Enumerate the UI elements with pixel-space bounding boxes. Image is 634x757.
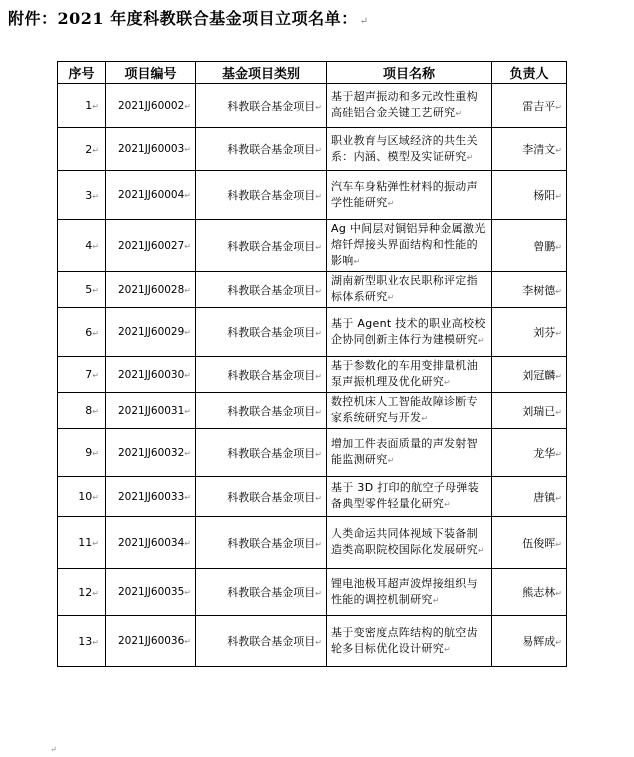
paragraph-mark-icon: ↵ — [353, 257, 361, 266]
table-row — [58, 429, 567, 477]
paragraph-mark-icon: ↵ — [92, 493, 99, 502]
cell-code-text: 2021JJ60036 — [117, 635, 185, 647]
cell-person-text: 刘瑞已 — [522, 404, 556, 418]
cell-category — [196, 569, 327, 616]
paragraph-mark-icon: ↵ — [315, 539, 322, 549]
paragraph-mark-icon: ↵ — [555, 407, 562, 417]
cell-person — [492, 272, 567, 308]
paragraph-mark-icon: ↵ — [315, 146, 322, 155]
cell-project-name-text: 基于 Agent 技术的职业高校校企协同创新主体行为建模研究 — [331, 316, 486, 346]
paragraph-mark-icon: ↵ — [92, 191, 99, 201]
cell-index — [58, 308, 106, 357]
table-row — [58, 128, 567, 171]
table-row — [58, 517, 567, 569]
cell-code — [106, 393, 196, 429]
cell-code — [106, 429, 196, 477]
cell-project-name-text: 基于超声振动和多元改性重构高硅铝合金关键工艺研究 — [331, 90, 478, 119]
table-row — [58, 220, 567, 272]
cell-category — [196, 393, 327, 429]
cell-project-name-text: 基于参数化的车用变排量机油泵声振机理及优化研究 — [331, 359, 478, 388]
paragraph-mark-icon: ↵ — [315, 329, 322, 338]
cell-person — [492, 477, 567, 517]
cell-code-text: 2021JJ60030 — [117, 368, 185, 381]
table-body — [58, 84, 567, 667]
cell-person-text: 唐镇 — [533, 490, 556, 504]
header-category: 基金项目类别 — [196, 62, 327, 84]
paragraph-mark-icon: ↵ — [477, 546, 485, 555]
paragraph-mark-icon: ↵ — [387, 293, 395, 302]
paragraph-mark-icon: ↵ — [92, 407, 99, 416]
cell-person — [492, 84, 567, 128]
cell-index-text: 6 — [85, 325, 93, 339]
paragraph-mark-icon: ↵ — [92, 588, 99, 598]
cell-person — [492, 429, 567, 477]
cell-project-name-text: 基于变密度点阵结构的航空齿轮多目标优化设计研究 — [331, 625, 478, 655]
cell-index-text: 9 — [85, 446, 93, 459]
cell-person — [492, 616, 567, 667]
table-row — [58, 569, 567, 616]
table-row — [58, 272, 567, 308]
document-title — [8, 6, 369, 29]
cell-person-text: 熊志林 — [522, 586, 556, 599]
cell-category-text: 科教联合基金项目 — [227, 446, 316, 460]
paragraph-mark-icon: ↵ — [184, 406, 191, 416]
cell-person-text: 杨阳 — [533, 189, 556, 202]
paragraph-mark-icon: ↵ — [184, 191, 191, 200]
cell-person-text: 刘芬 — [533, 326, 556, 339]
cell-project-name-text: 人类命运共同体视域下装备制造类高职院校国际化发展研究 — [331, 527, 478, 556]
cell-project-name-text: Ag 中间层对铜铝异种金属激光熔钎焊接头界面结构和性能的影响 — [331, 222, 486, 267]
cell-person — [492, 517, 567, 569]
paragraph-mark-icon: ↵ — [184, 370, 191, 380]
paragraph-mark-icon: ↵ — [184, 588, 191, 597]
cell-person-text: 李树德 — [522, 283, 556, 297]
cell-code — [106, 517, 196, 569]
cell-project-name — [327, 272, 492, 308]
paragraph-mark-icon: ↵ — [466, 152, 474, 162]
paragraph-mark-icon: ↵ — [315, 493, 322, 503]
cell-project-name — [327, 429, 492, 477]
paragraph-mark-icon: ↵ — [92, 328, 99, 338]
cell-category — [196, 477, 327, 517]
cell-index-text: 10 — [78, 490, 93, 503]
cell-category-text: 科教联合基金项目 — [227, 635, 316, 648]
cell-code-text: 2021JJ60002 — [117, 99, 185, 112]
cell-code — [106, 84, 196, 128]
paragraph-mark-icon: ↵ — [184, 285, 191, 295]
paragraph-mark-icon: ↵ — [92, 242, 99, 251]
paragraph-mark-icon: ↵ — [92, 637, 99, 647]
cell-index — [58, 393, 106, 429]
cell-index — [58, 517, 106, 569]
paragraph-mark-icon: ↵ — [432, 595, 440, 605]
paragraph-mark-icon: ↵ — [184, 637, 191, 646]
cell-code-text: 2021JJ60028 — [117, 283, 185, 296]
project-list-table — [57, 61, 567, 667]
paragraph-mark-icon: ↵ — [444, 378, 452, 387]
cell-category-text: 科教联合基金项目 — [227, 368, 316, 382]
paragraph-mark-icon: ↵ — [555, 146, 562, 155]
cell-index-text: 1 — [85, 99, 93, 112]
cell-index-text: 4 — [85, 239, 93, 252]
paragraph-mark-icon: ↵ — [92, 286, 99, 295]
cell-project-name — [327, 569, 492, 616]
table-row — [58, 84, 567, 128]
paragraph-mark-icon: ↵ — [555, 329, 562, 338]
cell-category-text: 科教联合基金项目 — [227, 490, 316, 504]
cell-code — [106, 616, 196, 667]
cell-code-text: 2021JJ60031 — [117, 404, 185, 417]
paragraph-mark-icon: ↵ — [315, 589, 322, 598]
cell-code-text: 2021JJ60032 — [117, 446, 185, 459]
cell-person — [492, 171, 567, 220]
paragraph-mark-icon: ↵ — [555, 449, 562, 459]
cell-code-text: 2021JJ60034 — [117, 536, 185, 549]
cell-project-name-text: 汽车车身粘弹性材料的振动声学性能研究 — [331, 179, 478, 209]
paragraph-mark-icon: ↵ — [315, 407, 322, 417]
paragraph-mark-icon: ↵ — [555, 638, 562, 647]
paragraph-mark-icon: ↵ — [477, 335, 485, 345]
cell-category-text: 科教联合基金项目 — [227, 189, 316, 202]
paragraph-mark-icon: ↵ — [315, 102, 322, 112]
paragraph-mark-icon: ↵ — [92, 371, 99, 380]
cell-person-text: 刘冠麟 — [522, 368, 556, 382]
cell-person-text: 易辉成 — [522, 635, 556, 648]
cell-person — [492, 308, 567, 357]
cell-project-name — [327, 220, 492, 272]
cell-project-name-text: 湖南新型职业农民职称评定指标体系研究 — [331, 274, 478, 303]
cell-index-text: 2 — [85, 142, 93, 156]
cell-code — [106, 171, 196, 220]
header-index: 序号 — [58, 62, 106, 84]
cell-code — [106, 569, 196, 616]
cell-index-text: 12 — [78, 585, 93, 599]
cell-index-text: 3 — [85, 188, 93, 202]
cell-category-text: 科教联合基金项目 — [227, 536, 316, 550]
cell-category — [196, 272, 327, 308]
cell-index — [58, 569, 106, 616]
cell-category — [196, 84, 327, 128]
paragraph-mark-icon: ↵ — [387, 198, 395, 208]
cell-project-name-text: 增加工件表面质量的声发射智能监测研究 — [331, 437, 478, 466]
cell-person — [492, 128, 567, 171]
cell-code — [106, 220, 196, 272]
paragraph-mark-icon: ↵ — [315, 371, 322, 381]
header-person: 负责人 — [492, 62, 567, 84]
cell-category — [196, 308, 327, 357]
paragraph-mark-icon: ↵ — [555, 242, 562, 252]
paragraph-mark-icon: ↵ — [184, 448, 191, 458]
cell-code — [106, 128, 196, 171]
cell-project-name — [327, 477, 492, 517]
cell-index — [58, 128, 106, 171]
cell-project-name — [327, 616, 492, 667]
cell-category — [196, 171, 327, 220]
cell-index-text: 5 — [85, 283, 93, 296]
cell-project-name — [327, 84, 492, 128]
cell-project-name — [327, 517, 492, 569]
table-row — [58, 357, 567, 393]
cell-code — [106, 308, 196, 357]
cell-code-text: 2021JJ60029 — [117, 326, 185, 338]
table-row — [58, 477, 567, 517]
paragraph-mark-icon: ↵ — [184, 145, 191, 154]
cell-project-name — [327, 308, 492, 357]
paragraph-mark-icon: ↵ — [555, 493, 562, 503]
paragraph-mark-icon: ↵ — [184, 328, 191, 337]
paragraph-mark-icon: ↵ — [455, 109, 463, 118]
cell-category-text: 科教联合基金项目 — [227, 326, 316, 339]
table-row — [58, 616, 567, 667]
cell-project-name-text: 锂电池极耳超声波焊接组织与性能的调控机制研究 — [331, 576, 478, 606]
cell-index — [58, 220, 106, 272]
cell-category — [196, 517, 327, 569]
cell-code-text: 2021JJ60035 — [117, 586, 185, 598]
cell-category — [196, 220, 327, 272]
table-row — [58, 393, 567, 429]
cell-index — [58, 84, 106, 128]
end-paragraph-mark-icon: ↵ — [50, 745, 57, 754]
cell-code — [106, 477, 196, 517]
paragraph-mark-icon: ↵ — [359, 16, 369, 27]
paragraph-mark-icon: ↵ — [444, 644, 452, 654]
cell-category — [196, 429, 327, 477]
cell-project-name-text: 基于 3D 打印的航空子母弹装备典型零件轻量化研究 — [331, 481, 479, 510]
paragraph-mark-icon: ↵ — [92, 539, 99, 548]
header-code: 项目编号 — [106, 62, 196, 84]
cell-index-text: 8 — [85, 404, 93, 417]
cell-person — [492, 393, 567, 429]
paragraph-mark-icon: ↵ — [315, 242, 322, 252]
cell-category — [196, 616, 327, 667]
paragraph-mark-icon: ↵ — [421, 414, 429, 423]
cell-person-text: 雷吉平 — [522, 99, 556, 113]
table-row — [58, 171, 567, 220]
cell-code-text: 2021JJ60033 — [117, 490, 185, 503]
paragraph-mark-icon: ↵ — [444, 500, 452, 509]
cell-index — [58, 171, 106, 220]
table-header-row — [58, 62, 567, 84]
table-row — [58, 308, 567, 357]
cell-category-text: 科教联合基金项目 — [227, 586, 316, 599]
paragraph-mark-icon: ↵ — [315, 286, 322, 296]
cell-category-text: 科教联合基金项目 — [227, 283, 316, 297]
cell-code-text: 2021JJ60027 — [117, 239, 185, 252]
header-name: 项目名称 — [327, 62, 492, 84]
cell-project-name — [327, 128, 492, 171]
cell-category-text: 科教联合基金项目 — [227, 404, 316, 418]
paragraph-mark-icon: ↵ — [184, 241, 191, 251]
paragraph-mark-icon: ↵ — [555, 102, 562, 112]
title-text: 附件：2021 年度科教联合基金项目立项名单： — [8, 9, 358, 28]
cell-index-text: 7 — [85, 368, 93, 381]
cell-code — [106, 272, 196, 308]
cell-person-text: 曾鹏 — [533, 239, 556, 253]
paragraph-mark-icon: ↵ — [315, 638, 322, 647]
cell-code-text: 2021JJ60003 — [117, 143, 185, 155]
cell-project-name — [327, 393, 492, 429]
paragraph-mark-icon: ↵ — [92, 145, 99, 155]
cell-person-text: 龙华 — [533, 446, 556, 460]
cell-index — [58, 272, 106, 308]
paragraph-mark-icon: ↵ — [555, 192, 562, 201]
cell-person — [492, 569, 567, 616]
paragraph-mark-icon: ↵ — [387, 456, 395, 465]
paragraph-mark-icon: ↵ — [92, 449, 99, 458]
paragraph-mark-icon: ↵ — [555, 371, 562, 381]
cell-project-name — [327, 171, 492, 220]
paragraph-mark-icon: ↵ — [555, 286, 562, 296]
cell-category — [196, 357, 327, 393]
paragraph-mark-icon: ↵ — [555, 539, 562, 549]
paragraph-mark-icon: ↵ — [315, 449, 322, 459]
cell-index-text: 11 — [78, 536, 93, 549]
paragraph-mark-icon: ↵ — [92, 102, 99, 111]
paragraph-mark-icon: ↵ — [184, 101, 191, 111]
cell-code-text: 2021JJ60004 — [117, 189, 185, 201]
cell-person-text: 伍俊晖 — [522, 536, 556, 550]
cell-category-text: 科教联合基金项目 — [227, 239, 316, 253]
cell-category-text: 科教联合基金项目 — [227, 99, 316, 113]
paragraph-mark-icon: ↵ — [555, 589, 562, 598]
cell-person — [492, 357, 567, 393]
cell-category — [196, 128, 327, 171]
paragraph-mark-icon: ↵ — [184, 492, 191, 502]
cell-category-text: 科教联合基金项目 — [227, 143, 316, 156]
cell-index — [58, 429, 106, 477]
cell-index-text: 13 — [78, 634, 93, 648]
cell-person — [492, 220, 567, 272]
paragraph-mark-icon: ↵ — [184, 538, 191, 548]
cell-index — [58, 477, 106, 517]
cell-code — [106, 357, 196, 393]
cell-project-name-text: 职业教育与区域经济的共生关系：内涵、模型及实证研究 — [331, 133, 478, 163]
cell-person-text: 李清文 — [522, 143, 556, 156]
cell-project-name — [327, 357, 492, 393]
cell-index — [58, 616, 106, 667]
cell-project-name-text: 数控机床人工智能故障诊断专家系统研究与开发 — [331, 395, 478, 424]
paragraph-mark-icon: ↵ — [315, 192, 322, 201]
cell-index — [58, 357, 106, 393]
